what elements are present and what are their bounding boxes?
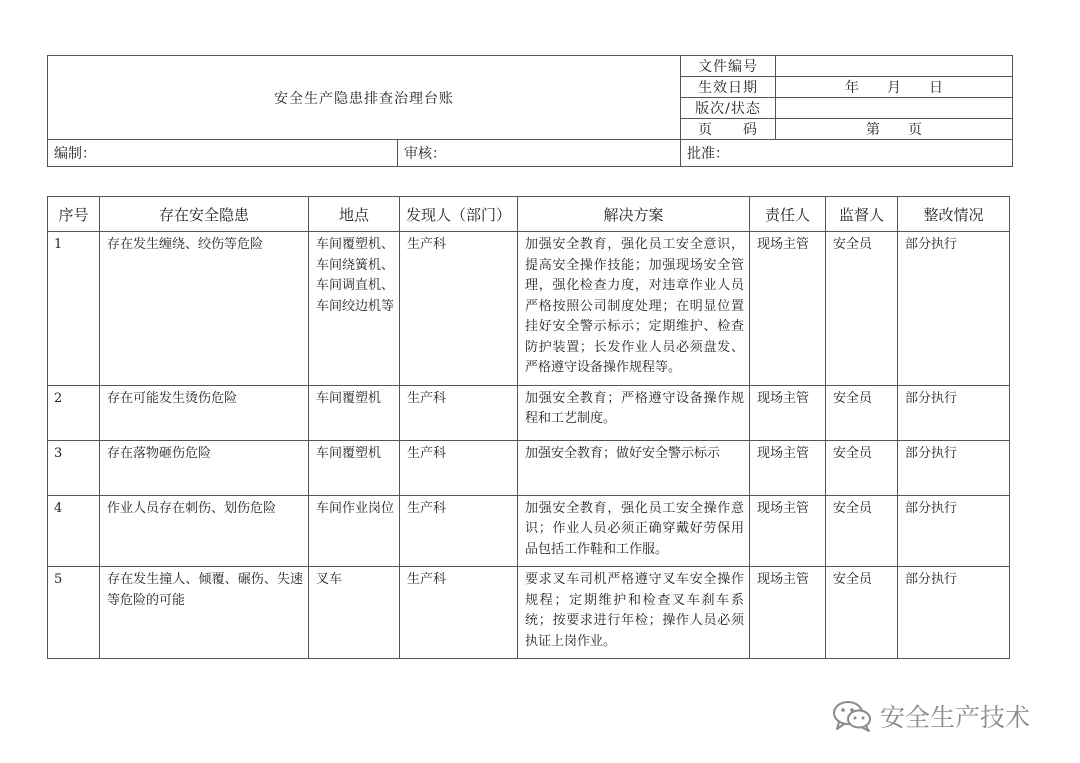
reviewed-by-label: 审核：	[398, 140, 681, 167]
table-row	[48, 567, 1010, 659]
col-header-finder: 发现人（部门）	[400, 197, 518, 232]
row-hazard: 存在落物砸伤危险	[100, 440, 309, 495]
row-supervisor: 安全员	[826, 495, 898, 567]
row-solution: 加强安全教育，强化员工安全意识，提高安全操作技能；加强现场安全管理，强化检查力度，对违章作业人员严格按照公司制度处理；在明显位置挂好安全警示标示；定期维护、检查防护装置；长发作业人员必须盘发、严格遵守设备操作规程等。	[518, 232, 750, 386]
row-solution: 加强安全教育；严格遵守设备操作规程和工艺制度。	[518, 385, 750, 440]
row-solution: 要求叉车司机严格遵守叉车安全操作规程；定期维护和检查叉车刹车系统；按要求进行年检；操作人员必须执证上岗作业。	[518, 567, 750, 659]
row-no: 2	[48, 385, 100, 440]
watermark	[832, 698, 1030, 734]
row-no: 4	[48, 495, 100, 567]
row-status: 部分执行	[898, 440, 1010, 495]
table-row	[48, 495, 1010, 567]
effective-date-value: 年 月 日	[776, 77, 1013, 98]
document-title: 安全生产隐患排查治理台账	[48, 56, 681, 140]
wechat-icon	[832, 699, 874, 733]
table-row	[48, 440, 1010, 495]
row-finder: 生产科	[400, 440, 518, 495]
page-number-value: 第 页	[776, 119, 1013, 140]
prepared-by-label: 编制：	[48, 140, 398, 167]
row-location: 车间覆塑机	[309, 385, 400, 440]
row-finder: 生产科	[400, 232, 518, 386]
watermark-text: 安全生产技术	[880, 703, 1031, 732]
row-hazard: 存在发生撞人、倾覆、碾伤、失速等危险的可能	[100, 567, 309, 659]
row-no: 5	[48, 567, 100, 659]
row-status: 部分执行	[898, 495, 1010, 567]
row-no: 3	[48, 440, 100, 495]
row-location: 车间作业岗位	[309, 495, 400, 567]
row-hazard: 存在发生缠绕、绞伤等危险	[100, 232, 309, 386]
row-owner: 现场主管	[750, 385, 826, 440]
row-supervisor: 安全员	[826, 385, 898, 440]
row-status: 部分执行	[898, 385, 1010, 440]
table-row	[48, 385, 1010, 440]
row-hazard: 存在可能发生烫伤危险	[100, 385, 309, 440]
col-header-solution: 解决方案	[518, 197, 750, 232]
row-location: 车间覆塑机、车间绕簧机、车间调直机、车间绞边机等	[309, 232, 400, 386]
hazard-ledger-table	[47, 196, 1010, 659]
col-header-status: 整改情况	[898, 197, 1010, 232]
row-owner: 现场主管	[750, 567, 826, 659]
row-supervisor: 安全员	[826, 232, 898, 386]
col-header-supervisor: 监督人	[826, 197, 898, 232]
row-no: 1	[48, 232, 100, 386]
table-row	[48, 232, 1010, 386]
document-header	[47, 55, 1013, 167]
col-header-hazard: 存在安全隐患	[100, 197, 309, 232]
row-hazard: 作业人员存在刺伤、划伤危险	[100, 495, 309, 567]
row-finder: 生产科	[400, 495, 518, 567]
row-location: 叉车	[309, 567, 400, 659]
row-solution: 加强安全教育，强化员工安全操作意识；作业人员必须正确穿戴好劳保用品包括工作鞋和工作服。	[518, 495, 750, 567]
page-number-label: 页 码	[681, 119, 776, 140]
file-number-label: 文件编号	[681, 56, 776, 77]
row-finder: 生产科	[400, 385, 518, 440]
row-finder: 生产科	[400, 567, 518, 659]
effective-date-label: 生效日期	[681, 77, 776, 98]
revision-status-label: 版次/状态	[681, 98, 776, 119]
col-header-no: 序号	[48, 197, 100, 232]
row-status: 部分执行	[898, 232, 1010, 386]
approved-by-label: 批准：	[681, 140, 1013, 167]
row-owner: 现场主管	[750, 440, 826, 495]
revision-status-value	[776, 98, 1013, 119]
row-owner: 现场主管	[750, 232, 826, 386]
row-location: 车间覆塑机	[309, 440, 400, 495]
file-number-value	[776, 56, 1013, 77]
row-supervisor: 安全员	[826, 567, 898, 659]
table-header-row	[48, 197, 1010, 232]
row-status: 部分执行	[898, 567, 1010, 659]
row-owner: 现场主管	[750, 495, 826, 567]
row-supervisor: 安全员	[826, 440, 898, 495]
row-solution: 加强安全教育；做好安全警示标示	[518, 440, 750, 495]
col-header-location: 地点	[309, 197, 400, 232]
col-header-owner: 责任人	[750, 197, 826, 232]
